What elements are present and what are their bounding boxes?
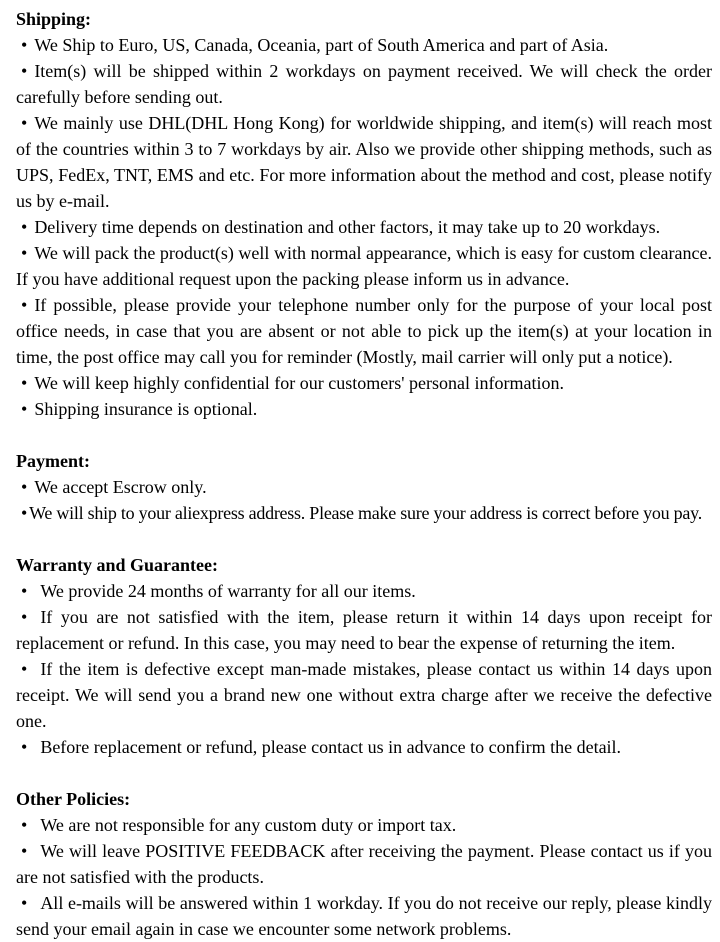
policy-item-text: We are not responsible for any custom duty or import tax. [40,815,457,835]
section-other-policies [16,786,712,942]
section-heading-payment: Payment: [16,451,90,471]
policy-item [16,578,712,604]
bullet-icon: • [21,243,28,263]
bullet-icon: • [21,295,28,315]
policy-item-text: We will leave POSITIVE FEEDBACK after receiving the payment. Please contact us if you are not satisfied with the products. [16,841,712,887]
policy-item-text: We accept Escrow only. [34,477,207,497]
bullet-icon: • [21,607,28,627]
section-payment [16,448,712,526]
policy-item [16,812,712,838]
bullet-icon: • [21,217,28,237]
bullet-icon: • [21,35,28,55]
policy-item-text: Shipping insurance is optional. [34,399,258,419]
policy-item [16,474,712,500]
policy-item [16,890,712,942]
policy-item-text: We will ship to your aliexpress address. Please make sure your address is correct before you pay. [29,503,702,523]
policy-item [16,214,712,240]
policy-item [16,604,712,656]
policy-item [16,110,712,214]
section-heading-shipping: Shipping: [16,9,92,29]
policy-item [16,292,712,370]
policy-item [16,734,712,760]
policy-item-text: We provide 24 months of warranty for all our items. [40,581,416,601]
bullet-icon: • [21,659,28,679]
policy-item [16,32,712,58]
bullet-icon: • [21,893,28,913]
bullet-icon: • [21,815,28,835]
section-warranty [16,552,712,760]
bullet-icon: • [21,399,28,419]
policy-item-text: We Ship to Euro, US, Canada, Oceania, part of South America and part of Asia. [34,35,609,55]
section-heading-warranty: Warranty and Guarantee: [16,555,218,575]
section-heading-other-policies: Other Policies: [16,789,131,809]
policy-item-text: We will pack the product(s) well with normal appearance, which is easy for custom clearance. If you have additional request upon the packing please inform us in advance. [16,243,712,289]
bullet-icon: • [21,737,28,757]
bullet-icon: • [21,503,28,523]
policy-item-text: If possible, please provide your telephone number only for the purpose of your local post office needs, in case that you are absent or not able to pick up the item(s) at your location in time, the post office may call you for reminder (Mostly, mail carrier will only put a notice). [16,295,712,367]
policy-item-text: If the item is defective except man-made mistakes, please contact us within 14 days upon receipt. We will send you a brand new one without extra charge after we receive the defective one. [16,659,712,731]
bullet-icon: • [21,841,28,861]
policy-item [16,500,712,526]
bullet-icon: • [21,373,28,393]
policy-item [16,396,712,422]
policy-item-text: Delivery time depends on destination and other factors, it may take up to 20 workdays. [34,217,661,237]
policy-item [16,656,712,734]
bullet-icon: • [21,581,28,601]
policy-item-text: All e-mails will be answered within 1 workday. If you do not receive our reply, please kindly send your email again in case we encounter some network problems. [16,893,712,939]
policy-item-text: Item(s) will be shipped within 2 workdays on payment received. We will check the order carefully before sending out. [16,61,712,107]
policy-item [16,240,712,292]
policy-item-text: If you are not satisfied with the item, please return it within 14 days upon receipt for replacement or refund. In this case, you may need to bear the expense of returning the item. [16,607,712,653]
policy-item [16,838,712,890]
policy-item-text: We mainly use DHL(DHL Hong Kong) for worldwide shipping, and item(s) will reach most of the countries within 3 to 7 workdays by air. Also we provide other shipping methods, such as UPS, FedEx, TNT, EMS and etc. For more information about the method and cost, please notify us by e-mail. [16,113,712,211]
policy-item-text: We will keep highly confidential for our customers' personal information. [34,373,564,393]
policy-item [16,370,712,396]
policy-item [16,58,712,110]
policy-item-text: Before replacement or refund, please contact us in advance to confirm the detail. [40,737,622,757]
bullet-icon: • [21,61,28,81]
bullet-icon: • [21,477,28,497]
bullet-icon: • [21,113,28,133]
section-shipping [16,6,712,422]
